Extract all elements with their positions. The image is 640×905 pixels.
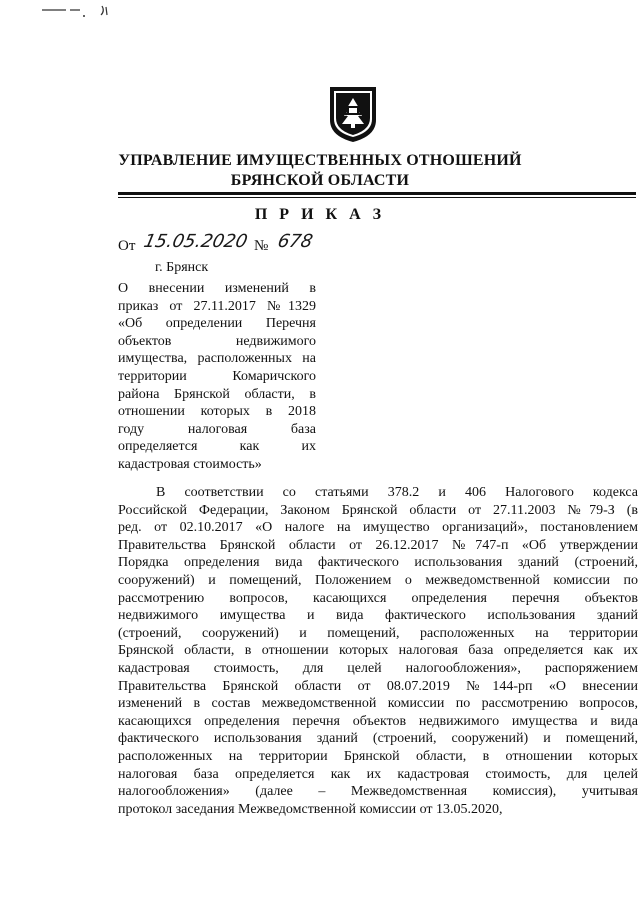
subject-line: территории Комаричского bbox=[118, 368, 316, 384]
subject-line: имущества, расположенных на bbox=[118, 351, 316, 367]
subject-line: «Об определении Перечня bbox=[118, 316, 316, 332]
subject-line: определяется как их bbox=[118, 439, 316, 455]
body-line: налогообложения» (далее – Межведомственная комиссия), учитывая bbox=[118, 784, 638, 800]
number-label: № bbox=[254, 238, 269, 254]
subject-line: объектов недвижимого bbox=[118, 333, 316, 349]
date-label: От bbox=[118, 238, 136, 254]
org-name-line2: БРЯНСКОЙ ОБЛАСТИ bbox=[230, 172, 410, 189]
body-line: кадастровая стоимость, для целей налогообложения», распоряжением bbox=[118, 660, 638, 676]
body-line: сооружений) и помещений, Положением о межведомственной комиссии по bbox=[118, 572, 638, 588]
org-name-line1: УПРАВЛЕНИЕ ИМУЩЕСТВЕННЫХ ОТНОШЕНИЙ bbox=[118, 152, 522, 169]
body-line: налоговая база определяется как их кадастровая стоимость, для целей bbox=[118, 766, 638, 782]
body-line: В соответствии со статьями 378.2 и 406 Налогового кодекса bbox=[156, 485, 638, 500]
body-line: изменений в состав межведомственной комиссии по рассмотрению вопросов, bbox=[118, 696, 638, 712]
subject-line: кадастровая стоимость» bbox=[118, 456, 262, 472]
body-line: фактического использования зданий (строений, сооружений) и помещений, bbox=[118, 731, 638, 747]
body-line: протокол заседания Межведомственной комиссии от 13.05.2020, bbox=[118, 801, 503, 817]
body-line: расположенных на территории Брянской области, в отношении которых bbox=[118, 748, 638, 764]
subject-line: приказ от 27.11.2017 №1329 bbox=[118, 298, 316, 314]
scan-artifact-mark bbox=[40, 4, 120, 18]
bryansk-coat-of-arms-icon bbox=[327, 84, 379, 144]
body-paragraph bbox=[118, 484, 638, 818]
subject-line: района Брянской области, в bbox=[118, 386, 316, 402]
body-line: касающихся определения перечня объектов недвижимого имущества и вида bbox=[118, 713, 638, 729]
handwritten-number: 678 bbox=[275, 231, 315, 252]
body-line: Брянской области, в отношении которых налоговая база определяется как их bbox=[118, 643, 638, 659]
city-line: г. Брянск bbox=[155, 260, 209, 275]
header-rule-thick bbox=[118, 192, 636, 195]
body-line: недвижимого имущества и вида фактического использования зданий bbox=[118, 608, 638, 624]
body-line: Порядка определения вида фактического использования зданий (строений, bbox=[118, 555, 638, 571]
subject-line: О внесении изменений в bbox=[118, 281, 316, 296]
subject-block bbox=[118, 280, 316, 474]
document-title: П Р И К А З bbox=[254, 206, 386, 223]
body-line: Правительства Брянской области от 08.07.2019 №144-рп «О внесении bbox=[118, 678, 638, 694]
subject-line: отношении которых в 2018 bbox=[118, 404, 316, 420]
body-line: Российской Федерации, Законом Брянской области от 27.11.2003 №79-З (в bbox=[118, 502, 638, 518]
header-rule-thin bbox=[118, 197, 636, 198]
body-line: рассмотрению вопросов, касающихся определения перечня объектов bbox=[118, 590, 638, 606]
body-line: ред. от 02.10.2017 «О налоге на имущество организаций», постановлением bbox=[118, 520, 638, 536]
body-line: (строений, сооружений) и помещений, расположенных на территории bbox=[118, 625, 638, 641]
body-line: Правительства Брянской области от 26.12.2017 №747-п «Об утверждении bbox=[118, 537, 638, 553]
subject-line: году налоговая база bbox=[118, 421, 316, 437]
handwritten-date: 15.05.2020 bbox=[141, 231, 250, 252]
